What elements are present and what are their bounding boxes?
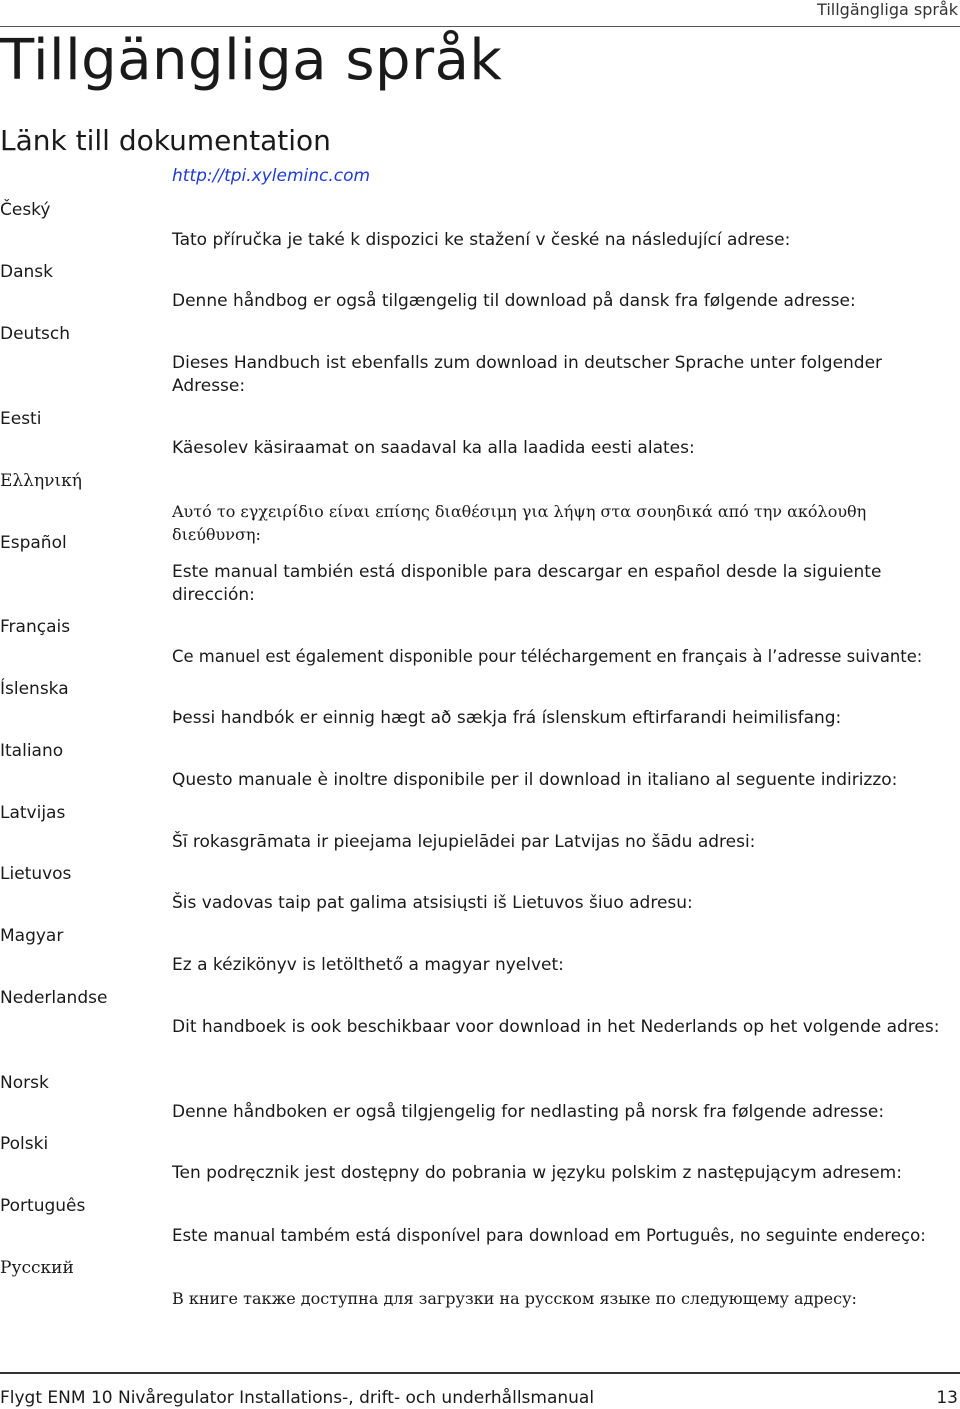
running-header-title: Tillgängliga språk <box>817 0 958 19</box>
language-name: Latvijas <box>0 803 66 823</box>
language-description: Ce manuel est également disponible pour téléchargement en français à l’adresse suivante: <box>172 647 923 666</box>
language-description: Þessi handbók er einnig hægt að sækja frá íslenskum eftirfarandi heimilisfang: <box>172 708 842 728</box>
language-name: Norsk <box>0 1073 49 1093</box>
language-description: Denne håndboken er også tilgjengelig for nedlasting på norsk fra følgende adresse: <box>172 1102 885 1122</box>
language-name: Dansk <box>0 262 53 282</box>
header-divider <box>0 26 960 27</box>
language-description: В книге также доступна для загрузки на русском языке по следующему адресу: <box>172 1289 857 1308</box>
language-description: Questo manuale è inoltre disponibile per il download in italiano al seguente indirizzo: <box>172 770 898 790</box>
language-name: Deutsch <box>0 324 70 344</box>
language-description: Ten podręcznik jest dostępny do pobrania w języku polskim z następującym adresem: <box>172 1163 902 1183</box>
language-name: Español <box>0 533 67 553</box>
language-name: Français <box>0 617 71 637</box>
language-name: Italiano <box>0 741 64 761</box>
language-name: Eesti <box>0 409 42 429</box>
footer-divider <box>0 1372 960 1374</box>
language-description: Tato příručka je také k dispozici ke stažení v české na následující adrese: <box>172 230 791 250</box>
language-name: Polski <box>0 1134 49 1154</box>
language-name: Íslenska <box>0 679 69 699</box>
language-name: Português <box>0 1196 86 1216</box>
language-name: Русский <box>0 1258 74 1278</box>
documentation-link[interactable]: http://tpi.xyleminc.com <box>172 166 371 186</box>
language-description: Ez a kézikönyv is letölthető a magyar nyelvet: <box>172 955 564 975</box>
language-description: Šī rokasgrāmata ir pieejama lejupielādei par Latvijas no šādu adresi: <box>172 832 756 852</box>
language-name: Český <box>0 200 51 220</box>
language-name: Lietuvos <box>0 864 72 884</box>
page-number: 13 <box>936 1388 958 1408</box>
footer-manual-title: Flygt ENM 10 Nivåregulator Installations-, drift- och underhållsmanual <box>0 1388 595 1408</box>
language-description: Este manual também está disponível para download em Português, no seguinte endereço: <box>172 1226 926 1245</box>
section-title: Länk till dokumentation <box>0 124 331 157</box>
language-description: Αυτό το εγχειρίδιο είναι επίσης διαθέσιμη για λήψη στα σουηδικά από την ακόλουθη διεύθυνση: <box>172 502 867 544</box>
language-description: Dit handboek is ook beschikbaar voor download in het Nederlands op het volgende adres: <box>172 1017 940 1037</box>
language-name: Nederlandse <box>0 988 108 1008</box>
language-description: Šis vadovas taip pat galima atsisiųsti iš Lietuvos šiuo adresu: <box>172 893 693 913</box>
page-title: Tillgängliga språk <box>0 28 503 93</box>
language-name: Ελληνική <box>0 471 82 491</box>
language-description: Este manual también está disponible para descargar en español desde la siguiente dirección: <box>172 562 882 605</box>
language-description: Käesolev käsiraamat on saadaval ka alla laadida eesti alates: <box>172 438 695 458</box>
language-name: Magyar <box>0 926 64 946</box>
language-description: Denne håndbog er også tilgængelig til download på dansk fra følgende adresse: <box>172 291 856 311</box>
language-description: Dieses Handbuch ist ebenfalls zum download in deutscher Sprache unter folgender Adresse: <box>172 353 883 396</box>
